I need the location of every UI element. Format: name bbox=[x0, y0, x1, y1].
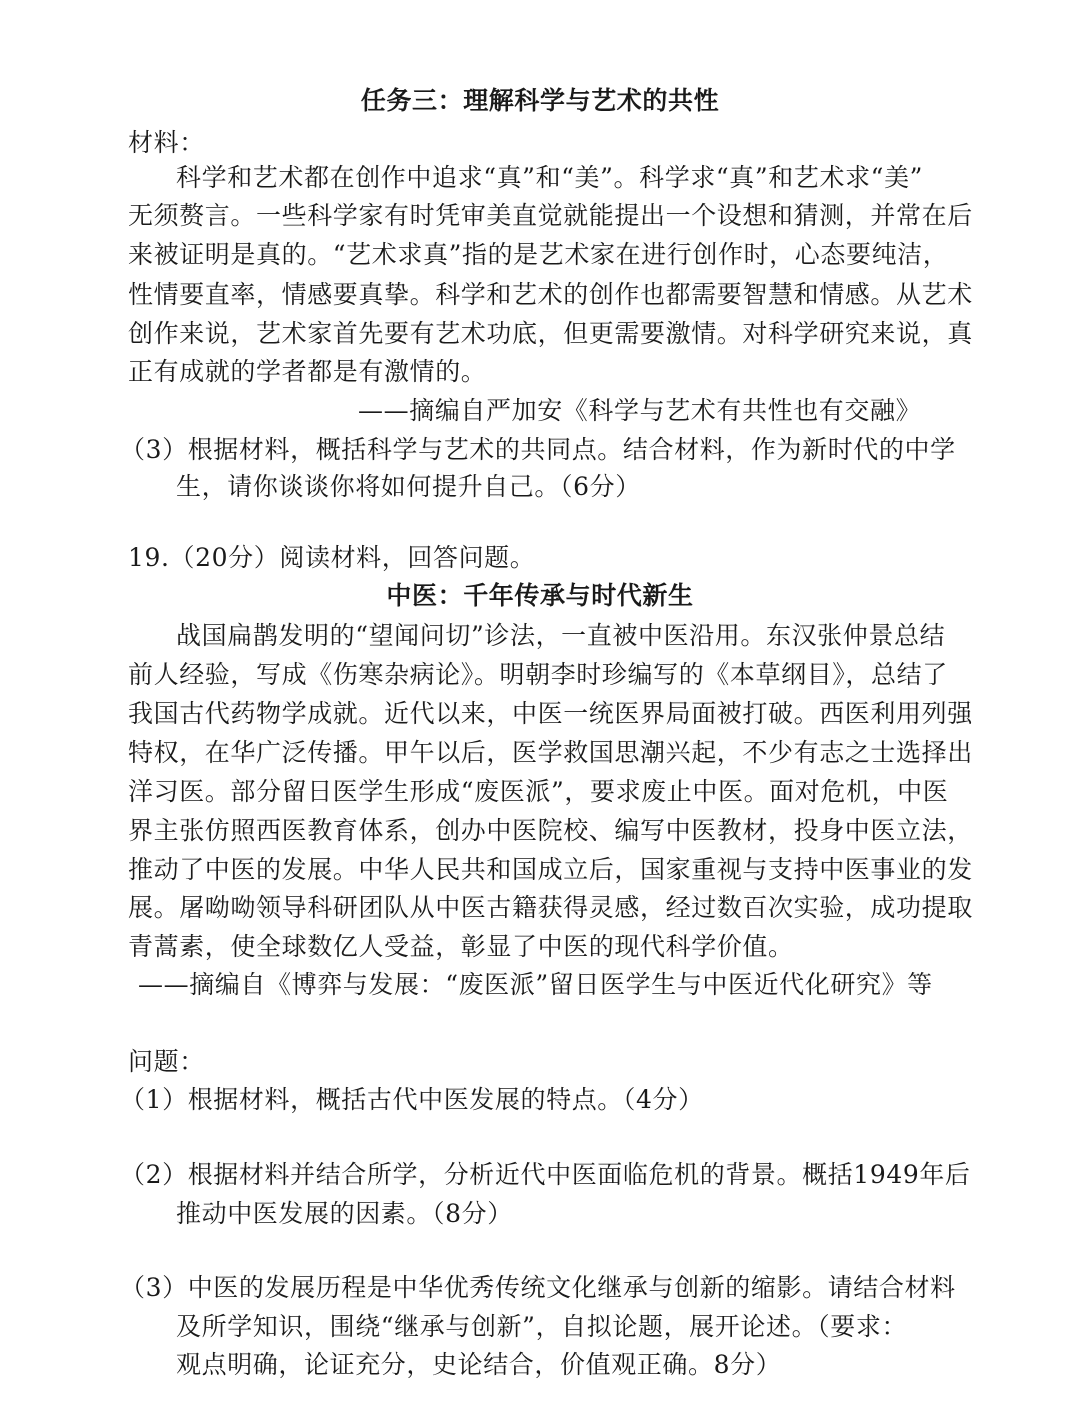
q19-paragraph-line: 特权，在华广泛传播。甲午以后，医学救国思潮兴起，不少有志之士选择出 bbox=[128, 738, 973, 767]
question-2-line: 推动中医发展的因素。（8分） bbox=[176, 1199, 513, 1228]
q19-paragraph-line: 推动了中医的发展。中华人民共和国成立后，国家重视与支持中医事业的发 bbox=[128, 855, 973, 884]
question-3-line: 及所学知识，围绕“继承与创新”，自拟论题，展开论述。（要求： bbox=[176, 1312, 908, 1341]
q19-paragraph-line: 战国扁鹊发明的“望闻问切”诊法，一直被中医沿用。东汉张仲景总结 bbox=[176, 621, 946, 650]
task3-paragraph-line: 正有成就的学者都是有激情的。 bbox=[128, 357, 487, 386]
q19-paragraph-line: 前人经验，写成《伤寒杂病论》。明朝李时珍编写的《本草纲目》，总结了 bbox=[128, 660, 948, 689]
task3-source: ——摘编自严加安《科学与艺术有共性也有交融》 bbox=[358, 396, 922, 425]
task3-paragraph-line: 科学和艺术都在创作中追求“真”和“美”。科学求“真”和艺术求“美” bbox=[176, 163, 924, 192]
q19-paragraph-line: 青蒿素，使全球数亿人受益，彰显了中医的现代科学价值。 bbox=[128, 932, 794, 961]
question-3-line: （3）中医的发展历程是中华优秀传统文化继承与创新的缩影。请结合材料 bbox=[120, 1273, 956, 1302]
task3-title: 任务三：理解科学与艺术的共性 bbox=[360, 86, 720, 115]
task3-paragraph-line: 来被证明是真的。“艺术求真”指的是艺术家在进行创作时，心态要纯洁， bbox=[128, 240, 949, 269]
material-label: 材料： bbox=[128, 128, 205, 157]
task3-paragraph-line: 创作来说，艺术家首先要有艺术功底，但更需要激情。对科学研究来说，真 bbox=[128, 319, 973, 348]
q19-source: ——摘编自《博弈与发展：“废医派”留日医学生与中医近代化研究》等 bbox=[138, 970, 933, 999]
question-1-line: （1）根据材料，概括古代中医发展的特点。（4分） bbox=[120, 1085, 704, 1114]
task3-paragraph-line: 性情要直率，情感要真挚。科学和艺术的创作也都需要智慧和情感。从艺术 bbox=[128, 280, 973, 309]
q19-paragraph-line: 我国古代药物学成就。近代以来，中医一统医界局面被打破。西医利用列强 bbox=[128, 699, 973, 728]
q19-header: 19.（20分）阅读材料，回答问题。 bbox=[128, 543, 536, 572]
q19-paragraph-line: 洋习医。部分留日医学生形成“废医派”，要求废止中医。面对危机，中医 bbox=[128, 777, 949, 806]
question-3-line: 观点明确，论证充分，史论结合，价值观正确。8分） bbox=[176, 1350, 782, 1379]
q19-paragraph-line: 展。屠呦呦领导科研团队从中医古籍获得灵感，经过数百次实验，成功提取 bbox=[128, 893, 973, 922]
task3-paragraph-line: 无须赘言。一些科学家有时凭审美直觉就能提出一个设想和猜测，并常在后 bbox=[128, 201, 973, 230]
task3-question-line: 生，请你谈谈你将如何提升自己。（6分） bbox=[176, 472, 641, 501]
questions-label: 问题： bbox=[128, 1047, 205, 1076]
question-2-line: （2）根据材料并结合所学，分析近代中医面临危机的背景。概括1949年后 bbox=[120, 1160, 971, 1189]
q19-paragraph-line: 界主张仿照西医教育体系，创办中医院校、编写中医教材，投身中医立法， bbox=[128, 816, 973, 845]
q19-title: 中医：千年传承与时代新生 bbox=[386, 581, 694, 610]
task3-question-line: （3）根据材料，概括科学与艺术的共同点。结合材料，作为新时代的中学 bbox=[120, 435, 956, 464]
